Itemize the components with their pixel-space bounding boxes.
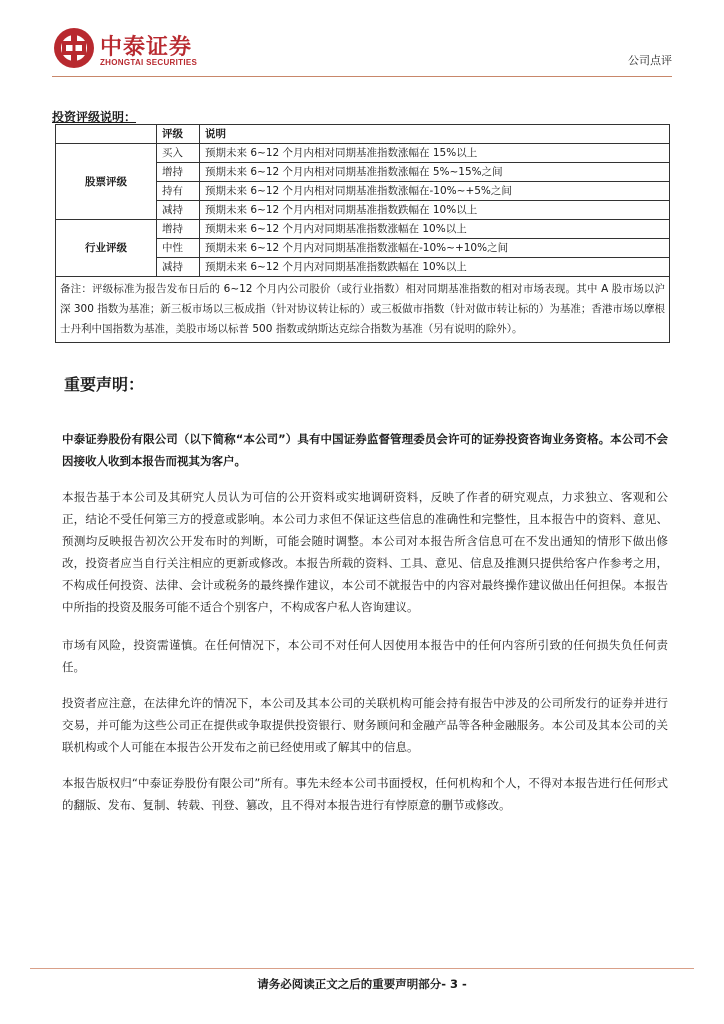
rating-level: 减持 [157,201,200,220]
zhongtai-logo-icon [52,26,96,70]
table-note-row [56,277,670,343]
header-divider [52,76,672,77]
table-header-row [56,125,670,144]
footer-divider [30,968,694,969]
company-logo [52,26,232,76]
rating-description: 预期未来 6~12 个月内对同期基准指数跌幅在 10%以上 [200,258,670,277]
rating-description: 预期未来 6~12 个月内对同期基准指数涨幅在 10%以上 [200,220,670,239]
column-header-desc: 说明 [200,125,670,144]
rating-level: 中性 [157,239,200,258]
declaration-paragraph-basis: 本报告基于本公司及其研究人员认为可信的公开资料或实地调研资料，反映了作者的研究观点，力求独立、客观和公正，结论不受任何第三方的授意或影响。本公司力求但不保证这些信息的准确性和完整性，且本报告中的资料、意见、预测均反映报告初次公开发布时的判断，可能会随时调整。本公司对本报告所含信息可在不发出通知的情形下做出修改，投资者应当自行关注相应的更新或修改。本报告所载的资料、工具、意见、信息及推测只提供给客户作参考之用，不构成任何投资、法律、会计或税务的最终操作建议，本公司不就报告中的内容对最终操作建议做出任何担保。本报告中所指的投资及服务可能不适合个别客户，不构成客户私人咨询建议。 [62,490,668,614]
logo-english-name: ZHONGTAI SECURITIES [100,58,198,67]
page-footer: 请务必阅读正文之后的重要声明部分- 3 - [257,977,467,991]
logo-chinese-name: 中泰证券 [100,35,193,60]
rating-table [55,124,670,343]
rating-description: 预期未来 6~12 个月内相对同期基准指数涨幅在-10%~+5%之间 [200,182,670,201]
rating-level: 增持 [157,220,200,239]
empty-header-cell [56,125,157,144]
rating-description: 预期未来 6~12 个月内对同期基准指数涨幅在-10%~+10%之间 [200,239,670,258]
rating-description: 预期未来 6~12 个月内相对同期基准指数涨幅在 5%~15%之间 [200,163,670,182]
rating-level: 减持 [157,258,200,277]
rating-level: 买入 [157,144,200,163]
rating-level: 持有 [157,182,200,201]
group-label-industry: 行业评级 [56,220,157,277]
declaration-paragraph-copyright: 本报告版权归“中泰证券股份有限公司”所有。事先未经本公司书面授权，任何机构和个人，不得对本报告进行任何形式的翻版、发布、复制、转载、刊登、篡改，且不得对本报告进行有悖原意的删节或修改。 [62,776,668,812]
table-row [56,220,670,239]
declaration-title: 重要声明： [64,375,145,394]
declaration-paragraph-conflict: 投资者应注意，在法律允许的情况下，本公司及其本公司的关联机构可能会持有报告中涉及的公司所发行的证券并进行交易，并可能为这些公司正在提供或争取提供投资银行、财务顾问和金融产品等各种金融服务。本公司及其本公司的关联机构或个人可能在本报告公开发布之前已经使用或了解其中的信息。 [62,696,668,754]
rating-section-title: 投资评级说明： [52,110,137,124]
rating-description: 预期未来 6~12 个月内相对同期基准指数跌幅在 10%以上 [200,201,670,220]
declaration-paragraph-risk: 市场有风险，投资需谨慎。在任何情况下，本公司不对任何人因使用本报告中的任何内容所引致的任何损失负任何责任。 [62,638,668,674]
rating-note: 备注：评级标准为报告发布日后的 6~12 个月内公司股价（或行业指数）相对同期基准指数的相对市场表现。其中 A 股市场以沪深 300 指数为基准；新三板市场以三板成指（针对协议转让标的）或三板做市指数（针对做市转让标的）为基准；香港市场以摩根士丹利中国指数为基准，美股市场以标普 500 指数或纳斯达克综合指数为基准（另有说明的除外）。 [56,277,670,343]
declaration-paragraph-qualification: 中泰证券股份有限公司（以下简称“本公司”）具有中国证券监督管理委员会许可的证券投资咨询业务资格。本公司不会因接收人收到本报告而视其为客户。 [62,432,668,468]
table-row [56,144,670,163]
group-label-stock: 股票评级 [56,144,157,220]
document-type: 公司点评 [628,54,672,67]
rating-level: 增持 [157,163,200,182]
page-header [0,0,724,90]
column-header-level: 评级 [157,125,200,144]
rating-description: 预期未来 6~12 个月内相对同期基准指数涨幅在 15%以上 [200,144,670,163]
